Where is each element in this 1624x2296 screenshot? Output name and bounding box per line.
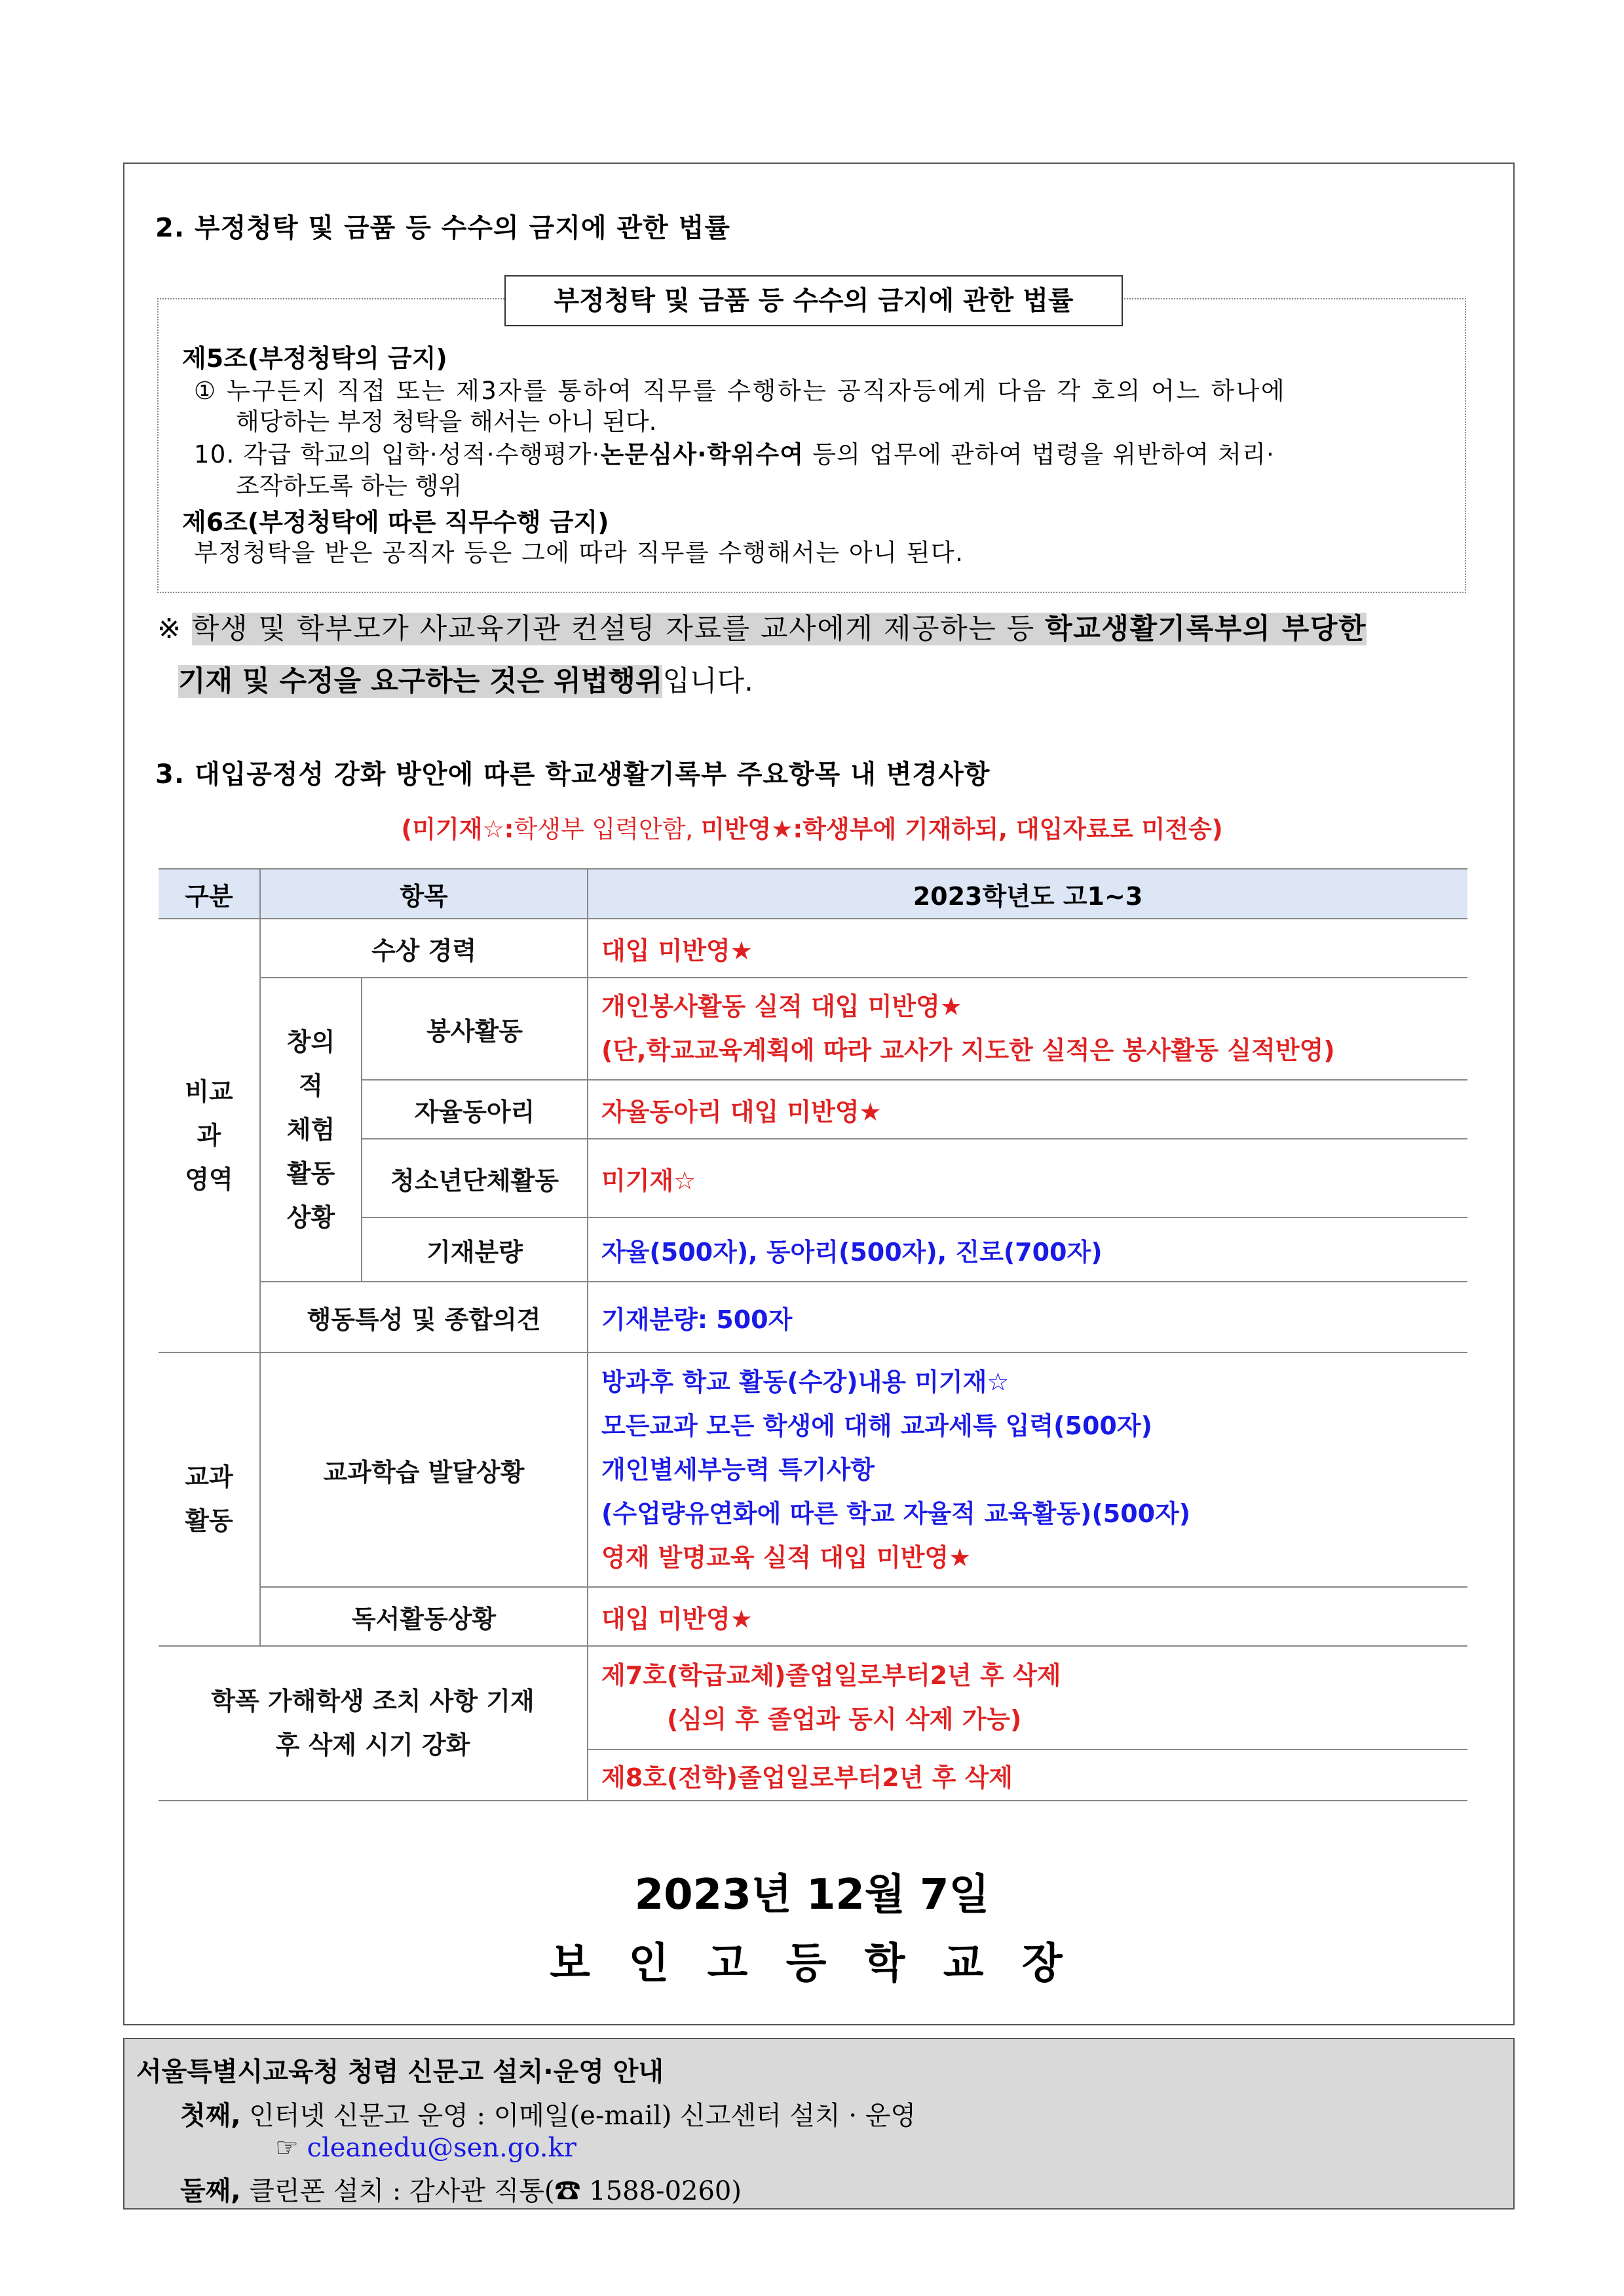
- second-text: 클린폰 설치 : 감사관 직통(☎ 1588-0260): [240, 2176, 742, 2206]
- legend-unreflected: 미반영★:학생부에 기재하되, 대입자료로 미전송): [700, 815, 1223, 843]
- notice-line2: [178, 659, 753, 704]
- item-club: 자율동아리: [362, 1080, 588, 1139]
- section2-title: 2. 부정청탁 및 금품 등 수수의 금지에 관한 법률: [155, 213, 730, 243]
- notice-text: 학생 및 학부모가 사교육기관 컨설팅 자료를 교사에게 제공하는 등: [191, 613, 1046, 645]
- value-club: 자율동아리 대입 미반영★: [588, 1080, 1467, 1139]
- group-curricular: 교과 활동: [159, 1352, 260, 1646]
- header-year: 2023학년도 고1~3: [588, 869, 1467, 919]
- table-row: [159, 919, 1467, 978]
- item-behavior: 행동특성 및 종합의견: [260, 1282, 588, 1352]
- section3-title: 3. 대입공정성 강화 방안에 따른 학교생활기록부 주요항목 내 변경사항: [155, 759, 991, 790]
- integrity-footer: [123, 2038, 1515, 2210]
- volunteer-line2: (단,학교교육계획에 따라 교사가 지도한 실적은 봉사활동 실적반영): [601, 1036, 1335, 1065]
- article5-para1: ① 누구든지 직접 또는 제3자를 통하여 직무를 수행하는 공직자등에게 다음 각 호의 어느 하나에: [194, 377, 1287, 405]
- item10-bold: 논문심사·학위수여: [600, 440, 804, 469]
- notice-tail: 입니다.: [662, 665, 753, 698]
- email-link[interactable]: cleanedu@sen.go.kr: [307, 2133, 576, 2163]
- value-amount: 자율(500자), 동아리(500자), 진로(700자): [588, 1217, 1467, 1282]
- violence-7-line2: (심의 후 졸업과 동시 삭제 가능): [667, 1705, 1022, 1734]
- article5-para1-cont: 해당하는 부정 청탁을 해서는 아니 된다.: [236, 408, 657, 436]
- legend-unrecorded-desc: 학생부 입력안함,: [514, 815, 701, 843]
- article5-title: 제5조(부정청탁의 금지): [182, 344, 447, 373]
- signoff-school: 보 인 고 등 학 교 장: [550, 1940, 1074, 1988]
- pointing-hand-icon: ☞: [275, 2133, 307, 2163]
- subject-line1: 방과후 학교 활동(수강)내용 미기재☆: [601, 1367, 1010, 1396]
- article6-text: 부정청탁을 받은 공직자 등은 그에 따라 직무를 수행해서는 아니 된다.: [194, 539, 964, 567]
- header-category: 구분: [159, 869, 260, 919]
- first-label: 첫째,: [180, 2101, 241, 2131]
- signoff-date: 2023년 12월 7일: [634, 1871, 990, 1919]
- first-text: 인터넷 신문고 운영 : 이메일(e-mail) 신고센터 설치 · 운영: [240, 2101, 916, 2131]
- table-row: [159, 1646, 1467, 1750]
- volunteer-line1: 개인봉사활동 실적 대입 미반영★: [601, 992, 962, 1021]
- value-behavior: 기재분량: 500자: [588, 1282, 1467, 1352]
- footer-first: [180, 2095, 916, 2132]
- table-row: [159, 1352, 1467, 1587]
- legend-unrecorded: (미기재☆:: [401, 815, 514, 843]
- table-header-row: [159, 869, 1467, 919]
- value-award: 대입 미반영★: [588, 919, 1467, 978]
- item-award: 수상 경력: [260, 919, 588, 978]
- notice-mark: ※: [157, 613, 192, 645]
- item-subject: 교과학습 발달상황: [260, 1352, 588, 1587]
- article5-item10: [194, 440, 1275, 469]
- second-label: 둘째,: [180, 2176, 241, 2206]
- legend-line: [0, 809, 1624, 845]
- footer-second: [180, 2170, 742, 2208]
- subject-line3: 개인별세부능력 특기사항: [601, 1455, 875, 1484]
- changes-table: [159, 868, 1467, 1801]
- subject-line2: 모든교과 모든 학생에 대해 교과세특 입력(500자): [601, 1411, 1152, 1440]
- group-noncurricular: 비교 과 영역: [159, 919, 260, 1352]
- article5-item10-cont: 조작하도록 하는 행위: [236, 472, 463, 500]
- table-row: [159, 1282, 1467, 1352]
- value-volunteer: [588, 978, 1467, 1080]
- notice-line1: [157, 606, 1367, 652]
- footer-email-line: [275, 2133, 576, 2163]
- footer-title: 서울특별시교육청 청렴 신문고 설치·운영 안내: [136, 2057, 664, 2087]
- item10-text-tail: 등의 업무에 관하여 법령을 위반하여 처리·: [804, 440, 1275, 469]
- table-row: [159, 1587, 1467, 1646]
- value-violence-7: [588, 1646, 1467, 1750]
- item-reading: 독서활동상황: [260, 1587, 588, 1646]
- value-subject: [588, 1352, 1467, 1587]
- item10-text: 10. 각급 학교의 입학·성적·수행평가·: [194, 440, 601, 469]
- value-violence-8: 제8호(전학)졸업일로부터2년 후 삭제: [588, 1750, 1467, 1801]
- item-violence: 학폭 가해학생 조치 사항 기재 후 삭제 시기 강화: [159, 1646, 588, 1801]
- law-box-title: 부정청탁 및 금품 등 수수의 금지에 관한 법률: [504, 275, 1123, 326]
- subgroup-creative: 창의 적 체험 활동 상황: [260, 978, 362, 1282]
- subject-line4: (수업량유연화에 따른 학교 자율적 교육활동)(500자): [601, 1499, 1191, 1528]
- violence-7-line1: 제7호(학급교체)졸업일로부터2년 후 삭제: [601, 1661, 1061, 1690]
- volunteer-label: 봉사활동: [426, 1016, 523, 1046]
- article6-title: 제6조(부정청탁에 따른 직무수행 금지): [182, 508, 609, 537]
- header-item: 항목: [260, 869, 588, 919]
- notice-bold-2: 기재 및 수정을 요구하는 것은 위법행위: [178, 665, 663, 698]
- item-youth: 청소년단체활동: [362, 1139, 588, 1217]
- item-volunteer: [362, 978, 588, 1080]
- item-amount: 기재분량: [362, 1217, 588, 1282]
- notice-bold: 학교생활기록부의 부당한: [1045, 613, 1367, 645]
- table-row: [159, 978, 1467, 1080]
- value-reading: 대입 미반영★: [588, 1587, 1467, 1646]
- value-youth: 미기재☆: [588, 1139, 1467, 1217]
- subject-line5: 영재 발명교육 실적 대입 미반영★: [601, 1542, 972, 1572]
